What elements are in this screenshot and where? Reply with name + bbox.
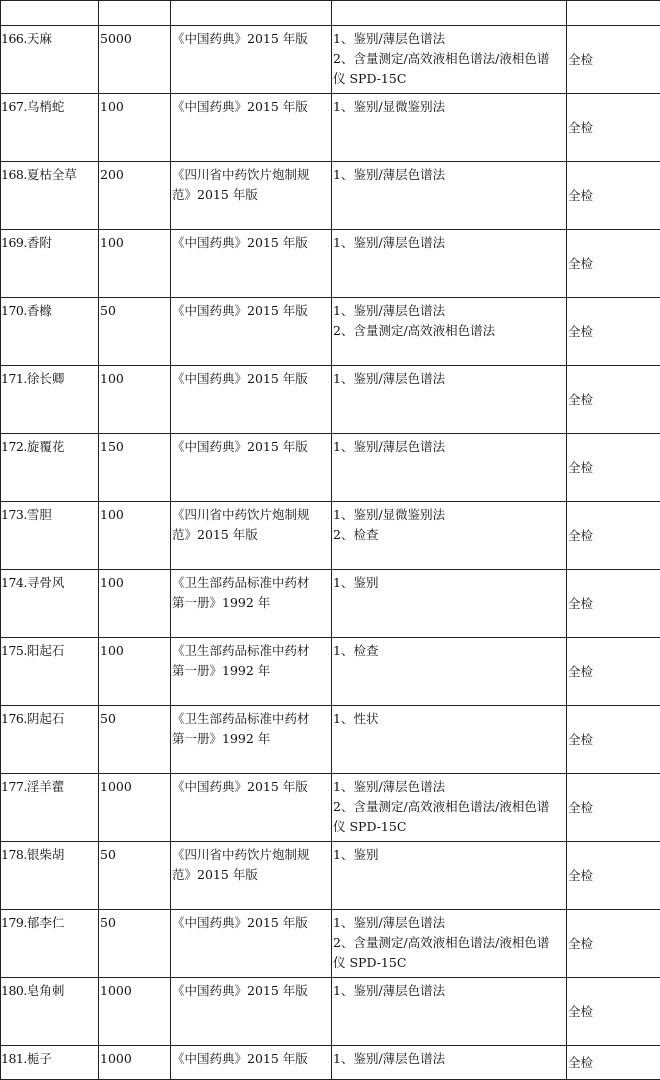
table-row — [1, 94, 660, 162]
table-row — [1, 978, 660, 1046]
item-cell — [1, 570, 99, 638]
method-line: 1、鉴别/薄层色谱法 — [333, 369, 566, 389]
item-number: 172. — [1, 439, 27, 454]
standard-cell — [171, 570, 332, 638]
standard-line: 《中国药典》2015 年版 — [172, 437, 331, 457]
table-row — [1, 230, 660, 298]
result-cell: 全检 — [567, 434, 660, 502]
table-row — [1, 638, 660, 706]
standard-cell — [171, 502, 332, 570]
method-line: 2、含量测定/高效液相色谱法/液相色谱 — [333, 49, 566, 69]
method-line: 仪 SPD-15C — [333, 817, 566, 837]
standard-cell — [171, 910, 332, 978]
item-number: 181. — [1, 1051, 27, 1066]
table-row — [1, 706, 660, 774]
standard-cell — [171, 978, 332, 1046]
standard-cell — [171, 298, 332, 366]
item-name: 旋覆花 — [27, 439, 65, 454]
method-cell — [332, 162, 567, 230]
result-cell: 全检 — [567, 774, 660, 842]
method-line: 1、鉴别/薄层色谱法 — [333, 29, 566, 49]
result-cell: 全检 — [567, 26, 660, 94]
standard-line: 范》2015 年版 — [172, 185, 331, 205]
result-cell: 全检 — [567, 978, 660, 1046]
item-name: 寻骨风 — [27, 575, 65, 590]
item-name: 皂角刺 — [27, 983, 65, 998]
item-number: 177. — [1, 779, 27, 794]
method-line: 1、鉴别/薄层色谱法 — [333, 301, 566, 321]
result-cell: 全检 — [567, 230, 660, 298]
table-row — [1, 26, 660, 94]
method-line: 1、鉴别/薄层色谱法 — [333, 165, 566, 185]
item-number: 171. — [1, 371, 27, 386]
result-cell: 全检 — [567, 570, 660, 638]
item-name: 香橼 — [27, 303, 52, 318]
method-line: 1、鉴别/显微鉴别法 — [333, 97, 566, 117]
method-cell — [332, 434, 567, 502]
method-line: 1、鉴别/薄层色谱法 — [333, 913, 566, 933]
item-cell — [1, 774, 99, 842]
item-number: 173. — [1, 507, 27, 522]
standard-cell — [171, 1046, 332, 1080]
method-cell — [332, 230, 567, 298]
item-cell — [1, 638, 99, 706]
standard-line: 第一册》1992 年 — [172, 593, 331, 613]
standard-line: 《中国药典》2015 年版 — [172, 97, 331, 117]
item-number: 174. — [1, 575, 27, 590]
result-cell: 全检 — [567, 910, 660, 978]
standard-line: 《中国药典》2015 年版 — [172, 913, 331, 933]
quantity-cell: 150 — [99, 434, 171, 502]
method-cell — [332, 910, 567, 978]
header-cell-standard — [171, 1, 332, 26]
item-cell — [1, 26, 99, 94]
standard-line: 《四川省中药饮片炮制规 — [172, 165, 331, 185]
standard-cell — [171, 162, 332, 230]
result-cell: 全检 — [567, 366, 660, 434]
standard-line: 《中国药典》2015 年版 — [172, 29, 331, 49]
standard-line: 《中国药典》2015 年版 — [172, 777, 331, 797]
method-line: 2、含量测定/高效液相色谱法/液相色谱 — [333, 933, 566, 953]
quantity-cell: 5000 — [99, 26, 171, 94]
quantity-cell: 200 — [99, 162, 171, 230]
method-line: 2、含量测定/高效液相色谱法 — [333, 321, 566, 341]
item-cell — [1, 162, 99, 230]
table-row — [1, 162, 660, 230]
item-number: 170. — [1, 303, 27, 318]
item-cell — [1, 842, 99, 910]
result-cell: 全检 — [567, 502, 660, 570]
item-cell — [1, 502, 99, 570]
standard-line: 《中国药典》2015 年版 — [172, 981, 331, 1001]
method-line: 1、检查 — [333, 641, 566, 661]
item-name: 夏枯全草 — [27, 167, 77, 182]
method-cell — [332, 366, 567, 434]
standard-line: 《中国药典》2015 年版 — [172, 233, 331, 253]
standard-line: 范》2015 年版 — [172, 525, 331, 545]
item-cell — [1, 1046, 99, 1080]
table-row — [1, 570, 660, 638]
table-row — [1, 298, 660, 366]
item-number: 168. — [1, 167, 27, 182]
standard-cell — [171, 94, 332, 162]
item-number: 178. — [1, 847, 27, 862]
standard-line: 《卫生部药品标准中药材 — [172, 641, 331, 661]
method-line: 仪 SPD-15C — [333, 69, 566, 89]
item-cell — [1, 94, 99, 162]
method-line: 1、性状 — [333, 709, 566, 729]
item-name: 郁李仁 — [27, 915, 65, 930]
standard-cell — [171, 774, 332, 842]
standard-cell — [171, 842, 332, 910]
method-line: 2、含量测定/高效液相色谱法/液相色谱 — [333, 797, 566, 817]
header-cell-result — [567, 1, 660, 26]
method-cell — [332, 978, 567, 1046]
result-cell: 全检 — [567, 638, 660, 706]
result-cell: 全检 — [567, 94, 660, 162]
standard-line: 《中国药典》2015 年版 — [172, 301, 331, 321]
method-line: 1、鉴别/薄层色谱法 — [333, 981, 566, 1001]
result-cell: 全检 — [567, 162, 660, 230]
item-name: 银柴胡 — [27, 847, 65, 862]
method-cell — [332, 1046, 567, 1080]
item-name: 天麻 — [27, 31, 52, 46]
item-cell — [1, 366, 99, 434]
item-name: 雪胆 — [27, 507, 52, 522]
item-number: 176. — [1, 711, 27, 726]
item-cell — [1, 978, 99, 1046]
item-number: 180. — [1, 983, 27, 998]
table-row — [1, 502, 660, 570]
method-line: 1、鉴别/薄层色谱法 — [333, 437, 566, 457]
standard-cell — [171, 366, 332, 434]
item-number: 175. — [1, 643, 27, 658]
standard-line: 第一册》1992 年 — [172, 661, 331, 681]
standard-line: 《卫生部药品标准中药材 — [172, 709, 331, 729]
item-cell — [1, 910, 99, 978]
quantity-cell: 100 — [99, 570, 171, 638]
quantity-cell: 1000 — [99, 774, 171, 842]
method-line: 仪 SPD-15C — [333, 953, 566, 973]
quantity-cell: 50 — [99, 842, 171, 910]
result-cell: 全检 — [567, 298, 660, 366]
header-cell-id — [1, 1, 99, 26]
method-line: 2、检查 — [333, 525, 566, 545]
standard-line: 《中国药典》2015 年版 — [172, 1049, 331, 1069]
standard-cell — [171, 706, 332, 774]
item-name: 淫羊藿 — [27, 779, 65, 794]
method-line: 1、鉴别 — [333, 573, 566, 593]
standard-cell — [171, 434, 332, 502]
item-name: 徐长卿 — [27, 371, 65, 386]
table-header-row — [1, 1, 660, 26]
header-cell-qty — [99, 1, 171, 26]
table-row — [1, 1046, 660, 1080]
quantity-cell: 100 — [99, 366, 171, 434]
method-cell — [332, 706, 567, 774]
method-line: 1、鉴别/薄层色谱法 — [333, 777, 566, 797]
method-line: 1、鉴别/薄层色谱法 — [333, 1049, 566, 1069]
standard-cell — [171, 26, 332, 94]
item-cell — [1, 298, 99, 366]
method-cell — [332, 298, 567, 366]
method-cell — [332, 570, 567, 638]
table-row — [1, 910, 660, 978]
table-row — [1, 774, 660, 842]
standard-cell — [171, 638, 332, 706]
standard-line: 第一册》1992 年 — [172, 729, 331, 749]
standard-line: 《中国药典》2015 年版 — [172, 369, 331, 389]
method-cell — [332, 638, 567, 706]
result-cell: 全检 — [567, 706, 660, 774]
item-cell — [1, 434, 99, 502]
item-cell — [1, 230, 99, 298]
standard-line: 《四川省中药饮片炮制规 — [172, 505, 331, 525]
quantity-cell: 100 — [99, 94, 171, 162]
quantity-cell: 50 — [99, 298, 171, 366]
item-name: 阴起石 — [27, 711, 65, 726]
method-cell — [332, 26, 567, 94]
quantity-cell: 100 — [99, 502, 171, 570]
method-cell — [332, 774, 567, 842]
result-cell: 全检 — [567, 842, 660, 910]
table-row — [1, 842, 660, 910]
method-cell — [332, 842, 567, 910]
standard-cell — [171, 230, 332, 298]
result-cell: 全检 — [567, 1046, 660, 1080]
quantity-cell: 50 — [99, 706, 171, 774]
quantity-cell: 100 — [99, 230, 171, 298]
item-cell — [1, 706, 99, 774]
quantity-cell: 1000 — [99, 978, 171, 1046]
header-cell-method — [332, 1, 567, 26]
quantity-cell: 50 — [99, 910, 171, 978]
item-number: 179. — [1, 915, 27, 930]
item-name: 香附 — [27, 235, 52, 250]
table-row — [1, 366, 660, 434]
table-row — [1, 434, 660, 502]
item-number: 166. — [1, 31, 27, 46]
quantity-cell: 100 — [99, 638, 171, 706]
item-number: 167. — [1, 99, 27, 114]
standard-line: 《卫生部药品标准中药材 — [172, 573, 331, 593]
standard-line: 范》2015 年版 — [172, 865, 331, 885]
item-name: 栀子 — [27, 1051, 52, 1066]
item-name: 阳起石 — [27, 643, 65, 658]
method-cell — [332, 94, 567, 162]
method-line: 1、鉴别/显微鉴别法 — [333, 505, 566, 525]
method-cell — [332, 502, 567, 570]
standard-line: 《四川省中药饮片炮制规 — [172, 845, 331, 865]
quantity-cell: 1000 — [99, 1046, 171, 1080]
item-name: 乌梢蛇 — [27, 99, 65, 114]
method-line: 1、鉴别 — [333, 845, 566, 865]
method-line: 1、鉴别/薄层色谱法 — [333, 233, 566, 253]
item-number: 169. — [1, 235, 27, 250]
table-body — [1, 1, 660, 1080]
